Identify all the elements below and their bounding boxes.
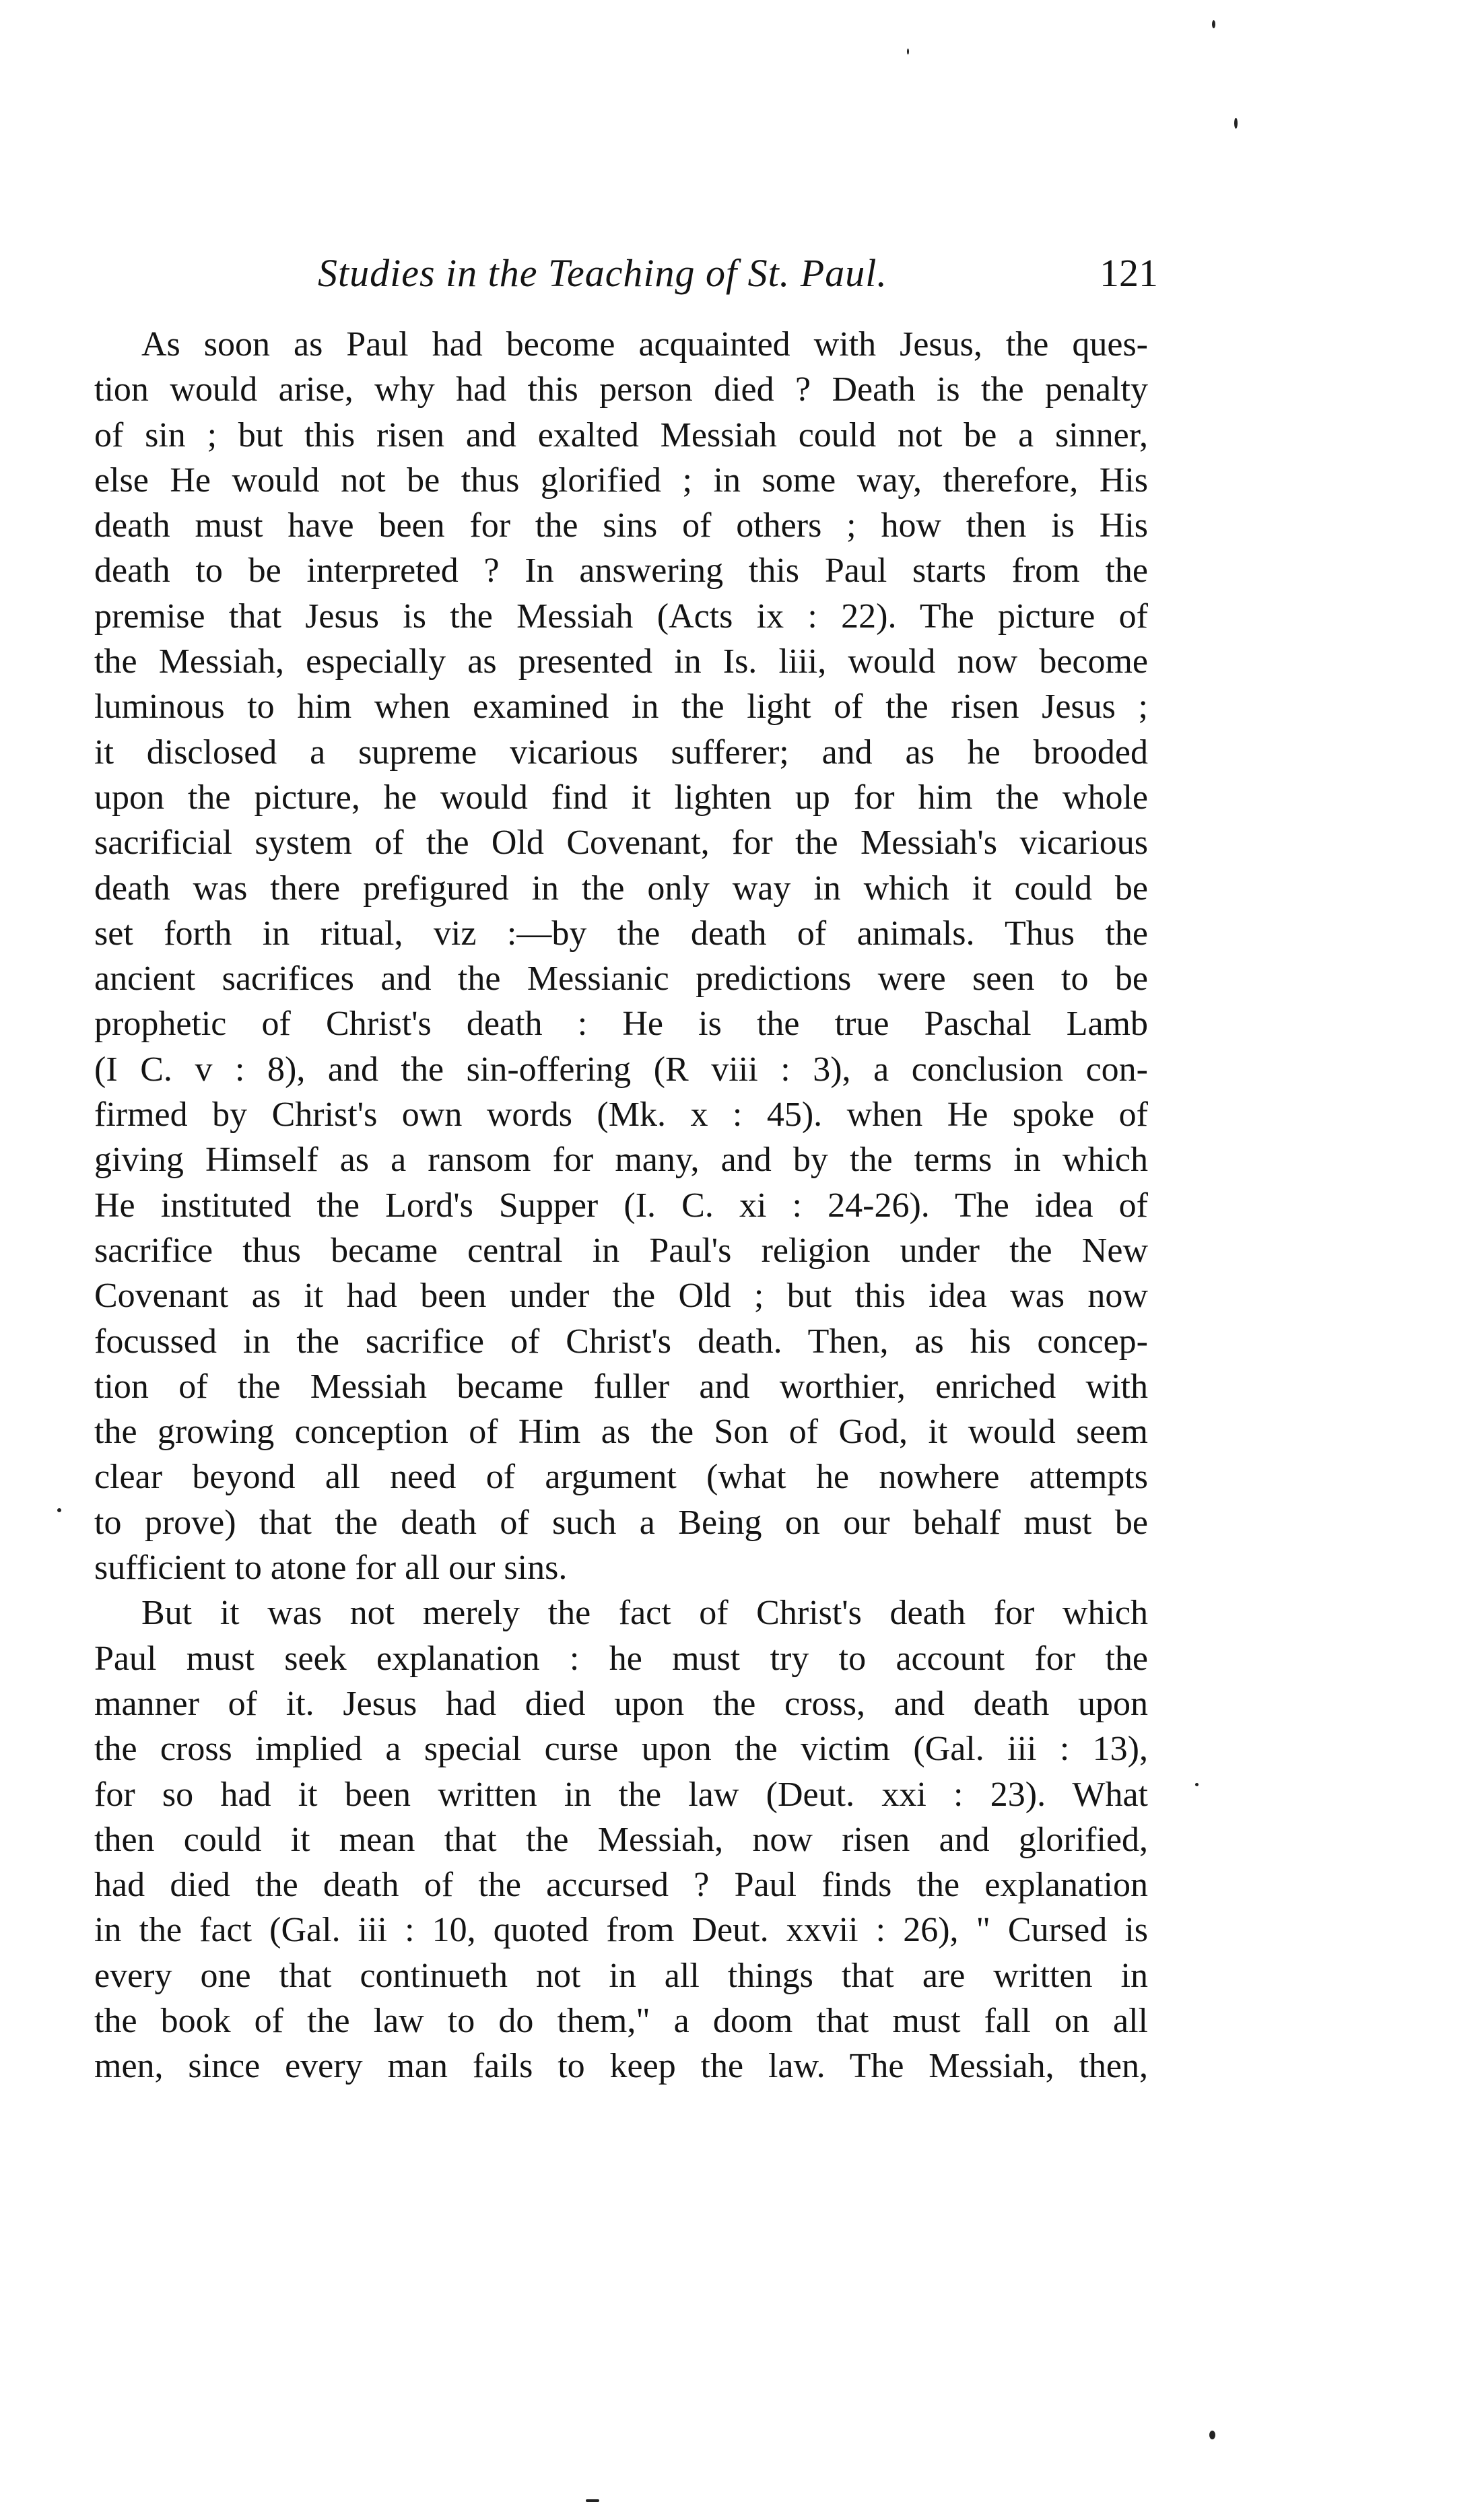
- text-line: sacrifice thus became central in Paul's religion under the New: [94, 1231, 1148, 1270]
- text-line: luminous to him when examined in the light of the risen Jesus ;: [94, 687, 1148, 726]
- text-line: the Messiah, especially as presented in Is. liii, would now become: [94, 642, 1148, 681]
- scan-speck: [1234, 118, 1238, 129]
- running-title: Studies in the Teaching of St. Paul.: [318, 251, 887, 295]
- scan-speck: [586, 2499, 599, 2502]
- text-line: to prove) that the death of such a Being on our behalf must be: [94, 1503, 1148, 1542]
- running-head: [318, 250, 1158, 304]
- text-line: Paul must seek explanation : he must try to account for the: [94, 1639, 1148, 1678]
- scan-speck: [1212, 20, 1215, 28]
- text-line: set forth in ritual, viz :—by the death of animals. Thus the: [94, 914, 1148, 953]
- text-line: ancient sacrifices and the Messianic predictions were seen to be: [94, 959, 1148, 999]
- text-line: the cross implied a special curse upon the victim (Gal. iii : 13),: [94, 1730, 1148, 1769]
- text-line: firmed by Christ's own words (Mk. x : 45). when He spoke of: [94, 1095, 1148, 1135]
- text-line: the growing conception of Him as the Son of God, it would seem: [94, 1413, 1148, 1452]
- text-line: upon the picture, he would find it lighten up for him the whole: [94, 778, 1148, 817]
- text-line: then could it mean that the Messiah, now risen and glorified,: [94, 1820, 1148, 1859]
- text-line: manner of it. Jesus had died upon the cross, and death upon: [94, 1684, 1148, 1723]
- text-line: death must have been for the sins of others ; how then is His: [94, 506, 1148, 545]
- text-line: men, since every man fails to keep the law. The Messiah, then,: [94, 2047, 1148, 2086]
- text-line: every one that continueth not in all things that are written in: [94, 1956, 1148, 1995]
- text-line: (I C. v : 8), and the sin-offering (R viii : 3), a conclusion con-: [94, 1050, 1148, 1089]
- text-line: tion of the Messiah became fuller and worthier, enriched with: [94, 1367, 1148, 1406]
- text-line: prophetic of Christ's death : He is the true Paschal Lamb: [94, 1005, 1148, 1044]
- text-line: clear beyond all need of argument (what he nowhere attempts: [94, 1458, 1148, 1497]
- paragraph-2: [94, 1590, 1148, 2089]
- text-line: sufficient to atone for all our sins.: [94, 1549, 568, 1588]
- scan-speck: [1195, 1783, 1199, 1786]
- text-line: tion would arise, why had this person died ? Death is the penalty: [94, 370, 1148, 409]
- text-line: death to be interpreted ? In answering this Paul starts from the: [94, 551, 1148, 590]
- text-line: As soon as Paul had become acquainted with Jesus, the ques-: [141, 325, 1148, 364]
- text-line: in the fact (Gal. iii : 10, quoted from Deut. xxvii : 26), " Cursed is: [94, 1911, 1148, 1950]
- text-line: premise that Jesus is the Messiah (Acts ix : 22). The picture of: [94, 597, 1148, 636]
- text-line: the book of the law to do them," a doom that must fall on all: [94, 2001, 1148, 2040]
- text-line: He instituted the Lord's Supper (I. C. xi : 24-26). The idea of: [94, 1186, 1148, 1225]
- text-line: sacrificial system of the Old Covenant, for the Messiah's vicarious: [94, 823, 1148, 862]
- scan-speck: [1209, 2431, 1215, 2439]
- text-line: had died the death of the accursed ? Paul finds the explanation: [94, 1866, 1148, 1905]
- text-line: giving Himself as a ransom for many, and by the terms in which: [94, 1141, 1148, 1180]
- text-line: else He would not be thus glorified ; in some way, therefore, His: [94, 461, 1148, 500]
- text-line: focussed in the sacrifice of Christ's death. Then, as his concep-: [94, 1322, 1148, 1361]
- paragraph-1: [94, 322, 1148, 1590]
- text-line: death was there prefigured in the only way in which it could be: [94, 869, 1148, 908]
- text-line: for so had it been written in the law (Deut. xxi : 23). What: [94, 1775, 1148, 1814]
- text-line: But it was not merely the fact of Christ's death for which: [141, 1594, 1148, 1633]
- body-text: [94, 322, 1148, 2089]
- scan-speck: [907, 48, 909, 55]
- text-line: Covenant as it had been under the Old ; but this idea was now: [94, 1277, 1148, 1316]
- text-line: of sin ; but this risen and exalted Messiah could not be a sinner,: [94, 415, 1148, 454]
- text-line: it disclosed a supreme vicarious sufferer; and as he brooded: [94, 733, 1148, 772]
- page-number: 121: [1100, 251, 1158, 295]
- scan-speck: [57, 1508, 61, 1512]
